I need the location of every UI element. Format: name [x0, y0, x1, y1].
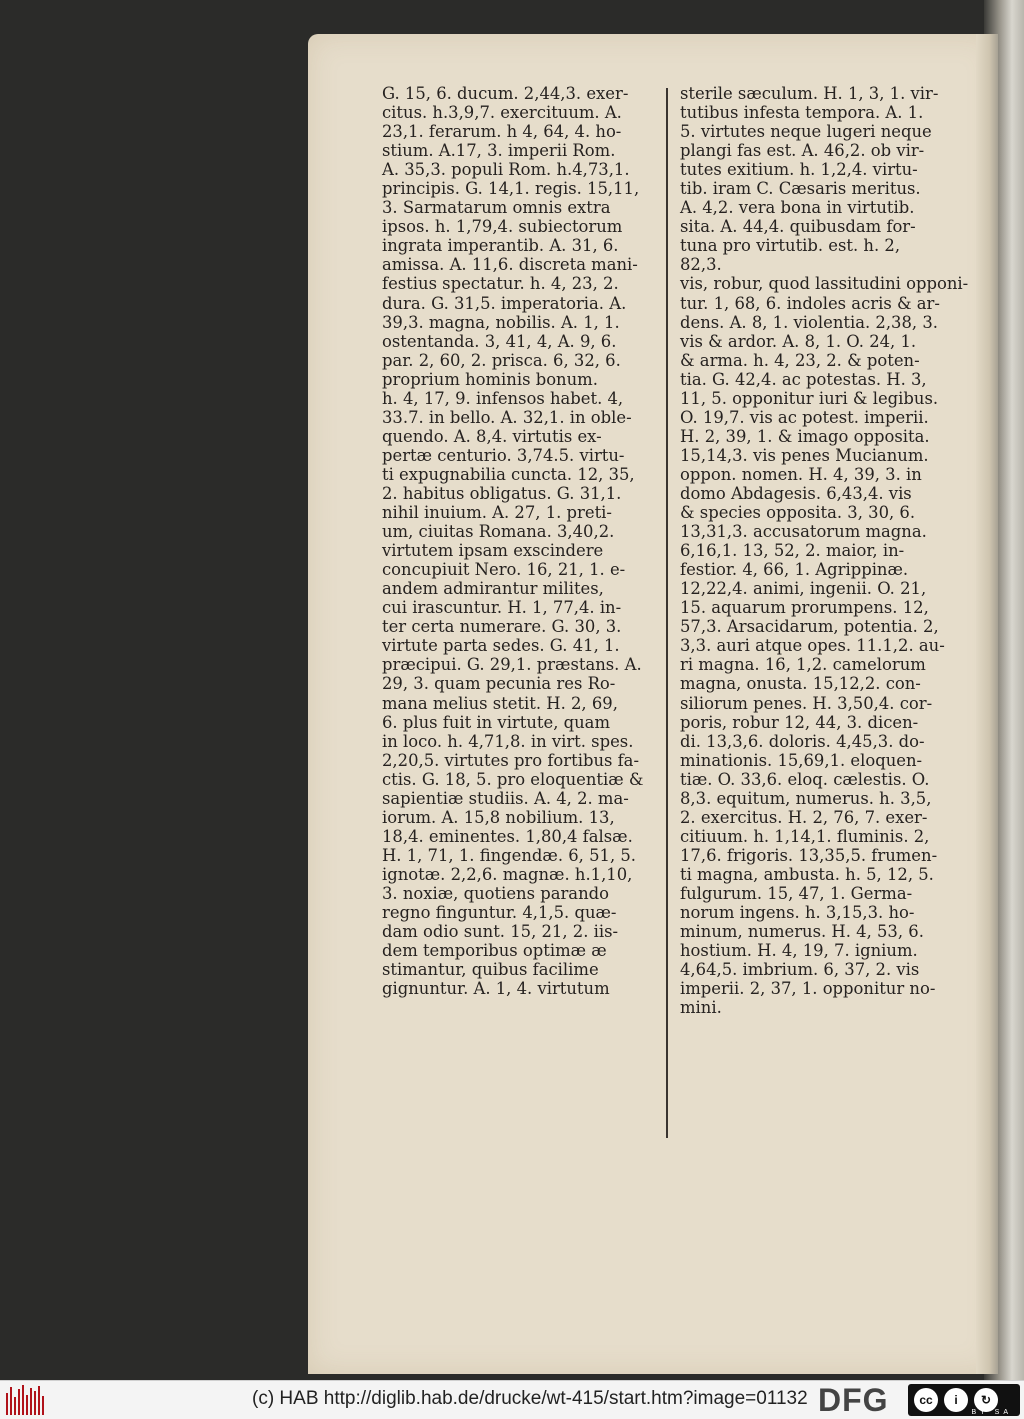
right-column-line: sita. A. 44,4. quibusdam for- — [680, 217, 916, 237]
right-column-line: domo Abdagesis. 6,43,4. vis — [680, 483, 912, 503]
right-column-line: & species opposita. 3, 30, 6. — [680, 503, 916, 523]
left-column-line: dura. G. 31,5. imperatoria. A. — [382, 293, 627, 313]
right-column-line: 57,3. Arsacidarum, potentia. 2, — [680, 617, 939, 637]
left-column-line: proprium hominis bonum. — [382, 369, 598, 389]
right-column-line: minum, numerus. H. 4, 53, 6. — [680, 922, 924, 942]
left-column-line: concupiuit Nero. 16, 21, 1. e- — [382, 560, 626, 580]
right-column-line: 8,3. equitum, numerus. h. 3,5, — [680, 788, 932, 808]
left-column-line: 3. Sarmatarum omnis extra — [382, 198, 611, 218]
left-column-line: ignotæ. 2,2,6. magnæ. h.1,10, — [382, 864, 633, 884]
left-column-line: ter certa numerare. G. 30, 3. — [382, 617, 622, 637]
right-column-line: 4,64,5. imbrium. 6, 37, 2. vis — [680, 960, 920, 980]
right-column-line: 6,16,1. 13, 52, 2. maior, in- — [680, 541, 905, 561]
left-column-line: amissa. A. 11,6. discreta mani- — [382, 255, 638, 275]
by-attribution-icon: i — [944, 1388, 968, 1412]
right-column-line: fulgurum. 15, 47, 1. Germa- — [680, 883, 913, 903]
left-column-line: gignuntur. A. 1, 4. virtutum — [382, 979, 610, 999]
left-column-line: h. 4, 17, 9. infensos habet. 4, — [382, 388, 624, 408]
left-column-line: pertæ centurio. 3,74.5. virtu- — [382, 445, 625, 465]
right-column-line: poris, robur 12, 44, 3. dicen- — [680, 712, 919, 732]
left-column-line: regno finguntur. 4,1,5. quæ- — [382, 903, 617, 923]
left-column-line: mana melius stetit. H. 2, 69, — [382, 693, 618, 713]
right-column-line: imperii. 2, 37, 1. opponitur no- — [680, 979, 936, 999]
right-column-line: tuna pro virtutib. est. h. 2, — [680, 236, 901, 256]
left-column-line: um, ciuitas Romana. 3,40,2. — [382, 522, 615, 542]
right-column-line: 3,3. auri atque opes. 11.1,2. au- — [680, 636, 945, 656]
right-column-line: plangi fas est. A. 46,2. ob vir- — [680, 141, 925, 161]
right-column-line: citiuum. h. 1,14,1. fluminis. 2, — [680, 826, 930, 846]
cc-license-badge[interactable] — [908, 1384, 1020, 1416]
right-column-line: tiæ. O. 33,6. eloq. cælestis. O. — [680, 769, 930, 789]
cc-icon: cc — [914, 1388, 938, 1412]
right-column-line: festior. 4, 66, 1. Agrippinæ. — [680, 560, 909, 580]
right-column-line: A. 4,2. vera bona in virtutib. — [680, 198, 915, 218]
right-column-line: magna, onusta. 15,12,2. con- — [680, 674, 921, 694]
left-column-line: ingrata imperantib. A. 31, 6. — [382, 236, 619, 256]
left-column-line: 39,3. magna, nobilis. A. 1, 1. — [382, 312, 620, 332]
left-column-line: 2,20,5. virtutes pro fortibus fa- — [382, 750, 639, 770]
left-column-line: festius spectatur. h. 4, 23, 2. — [382, 274, 619, 294]
left-column-line: A. 35,3. populi Rom. h.4,73,1. — [382, 160, 630, 180]
right-column-line: norum ingens. h. 3,15,3. ho- — [680, 903, 915, 923]
left-column-line: H. 1, 71, 1. fingendæ. 6, 51, 5. — [382, 845, 637, 865]
left-column-line: in loco. h. 4,71,8. in virt. spes. — [382, 731, 634, 751]
left-column-line: ctis. G. 18, 5. pro eloquentiæ & — [382, 769, 644, 789]
right-column-line: ri magna. 16, 1,2. camelorum — [680, 655, 926, 675]
right-column-line: siliorum penes. H. 3,50,4. cor- — [680, 693, 933, 713]
right-column-line: tib. iram C. Cæsaris meritus. — [680, 179, 921, 199]
right-column-line: 11, 5. opponitur iuri & legibus. — [680, 388, 939, 408]
right-column-line: 82,3. — [680, 255, 722, 275]
share-alike-icon: ↻ — [974, 1388, 998, 1412]
right-column-line: sterile sæculum. H. 1, 3, 1. vir- — [680, 84, 939, 103]
left-column-line: stium. A.17, 3. imperii Rom. — [382, 141, 616, 161]
left-column-line: par. 2, 60, 2. prisca. 6, 32, 6. — [382, 350, 621, 370]
right-column-line: vis, robur, quod lassitudini opponi- — [680, 274, 969, 294]
right-column-line: 2. exercitus. H. 2, 76, 7. exer- — [680, 807, 928, 827]
right-column-line: tutibus infesta tempora. A. 1. — [680, 103, 924, 123]
left-column-line: 6. plus fuit in virtute, quam — [382, 712, 610, 732]
left-column-line: dam odio sunt. 15, 21, 2. iis- — [382, 922, 619, 942]
right-column-line: di. 13,3,6. doloris. 4,45,3. do- — [680, 731, 925, 751]
left-column-line: ostentanda. 3, 41, 4, A. 9, 6. — [382, 331, 617, 351]
viewer-footer — [0, 1380, 1024, 1419]
left-column-line: virtutem ipsam exscindere — [382, 541, 604, 561]
left-column-line: nihil inuium. A. 27, 1. preti- — [382, 503, 612, 523]
right-column-line: hostium. H. 4, 19, 7. ignium. — [680, 941, 918, 961]
left-column-line: 18,4. eminentes. 1,80,4 falsæ. — [382, 826, 633, 846]
right-column-line: minationis. 15,69,1. eloquen- — [680, 750, 923, 770]
left-column-line: stimantur, quibus facilime — [382, 960, 599, 980]
right-column-line: O. 19,7. vis ac potest. imperii. — [680, 407, 929, 427]
right-column-line: oppon. nomen. H. 4, 39, 3. in — [680, 464, 922, 484]
page-edge — [976, 34, 998, 1374]
left-column-line: sapientiæ studiis. A. 4, 2. ma- — [382, 788, 629, 808]
left-column-line: ipsos. h. 1,79,4. subiectorum — [382, 217, 623, 237]
right-column-line: 15. aquarum prorumpens. 12, — [680, 598, 929, 618]
right-column-line: 17,6. frigoris. 13,35,5. frumen- — [680, 845, 938, 865]
dfg-logo[interactable]: DFG — [818, 1382, 889, 1418]
left-column-line: principis. G. 14,1. regis. 15,11, — [382, 179, 640, 199]
left-column-line: quendo. A. 8,4. virtutis ex- — [382, 426, 602, 446]
right-column-line: mini. — [680, 998, 722, 1018]
left-column-line: præcipui. G. 29,1. præstans. A. — [382, 655, 642, 675]
right-column-line: 5. virtutes neque lugeri neque — [680, 122, 932, 142]
copyright-link[interactable]: (c) HAB http://diglib.hab.de/drucke/wt-415/start.htm?image=01132 — [252, 1388, 808, 1409]
left-column-line: cui irascuntur. H. 1, 77,4. in- — [382, 598, 622, 618]
left-column-line: 23,1. ferarum. h 4, 64, 4. ho- — [382, 122, 622, 142]
right-column-line: 15,14,3. vis penes Mucianum. — [680, 445, 929, 465]
right-column-line: H. 2, 39, 1. & imago opposita. — [680, 426, 930, 446]
column-divider — [666, 88, 668, 1138]
left-column-line: G. 15, 6. ducum. 2,44,3. exer- — [382, 84, 629, 103]
right-column-line: & arma. h. 4, 23, 2. & poten- — [680, 350, 920, 370]
left-column-line: citus. h.3,9,7. exercituum. A. — [382, 103, 622, 123]
left-column-line: dem temporibus optimæ æ — [382, 941, 607, 961]
left-column-line: andem admirantur milites, — [382, 579, 604, 599]
right-column-line: tia. G. 42,4. ac potestas. H. 3, — [680, 369, 927, 389]
left-column-line: 33.7. in bello. A. 32,1. in oble- — [382, 407, 632, 427]
right-column-line: vis & ardor. A. 8, 1. O. 24, 1. — [680, 331, 917, 351]
right-column-line: ti magna, ambusta. h. 5, 12, 5. — [680, 864, 934, 884]
right-column-line: 13,31,3. accusatorum magna. — [680, 522, 927, 542]
left-column-line: iorum. A. 15,8 nobilium. 13, — [382, 807, 615, 827]
left-column-line: 2. habitus obligatus. G. 31,1. — [382, 483, 622, 503]
left-column-line: virtute parta sedes. G. 41, 1. — [382, 636, 620, 656]
right-text-column — [680, 84, 970, 1017]
license-label: BY SA — [971, 1409, 1012, 1416]
left-column-line: ti expugnabilia cuncta. 12, 35, — [382, 464, 635, 484]
right-column-line: tur. 1, 68, 6. indoles acris & ar- — [680, 293, 940, 313]
left-text-column — [382, 84, 666, 998]
right-column-line: 12,22,4. animi, ingenii. O. 21, — [680, 579, 927, 599]
left-column-line: 29, 3. quam pecunia res Ro- — [382, 674, 616, 694]
hab-logo-icon[interactable] — [6, 1385, 46, 1415]
left-column-line: 3. noxiæ, quotiens parando — [382, 883, 609, 903]
right-column-line: dens. A. 8, 1. violentia. 2,38, 3. — [680, 312, 938, 332]
right-column-line: tutes exitium. h. 1,2,4. virtu- — [680, 160, 918, 180]
